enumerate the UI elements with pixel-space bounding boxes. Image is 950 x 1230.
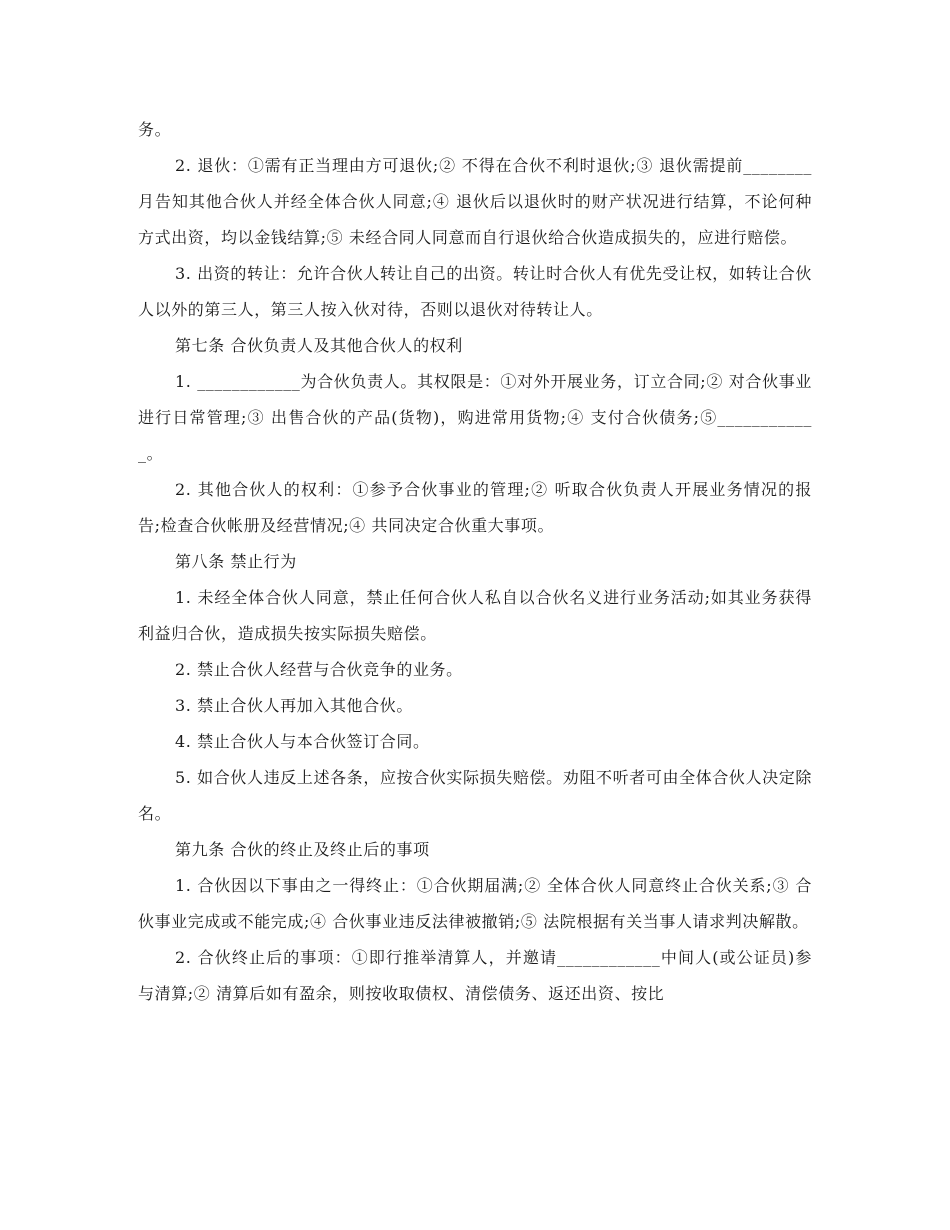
paragraph-withdrawal: 2. 退伙：①需有正当理由方可退伙;② 不得在合伙不利时退伙;③ 退伙需提前________月告知其他合伙人并经全体合伙人同意;④ 退伙后以退伙时的财产状况进行结算，不论何种方式出资，均以金钱结算;⑤ 未经合同人同意而自行退伙给合伙造成损失的，应进行赔偿。 — [138, 156, 812, 247]
paragraph-prohibition-1: 1. 未经全体合伙人同意，禁止任何合伙人私自以合伙名义进行业务活动;如其业务获得利益归合伙，造成损失按实际损失赔偿。 — [138, 588, 812, 643]
paragraph-prohibition-4: 4. 禁止合伙人与本合伙签订合同。 — [175, 732, 430, 751]
article-9-heading: 第九条 合伙的终止及终止后的事项 — [175, 840, 430, 859]
paragraph-responsible-partner: 1. ____________为合伙负责人。其权限是：①对外开展业务，订立合同;② 对合伙事业进行日常管理;③ 出售合伙的产品(货物)，购进常用货物;④ 支付合伙债务;⑤____________。 — [138, 372, 812, 463]
document-body — [138, 112, 812, 1012]
article-7-heading: 第七条 合伙负责人及其他合伙人的权利 — [175, 336, 463, 355]
paragraph-post-termination: 2. 合伙终止后的事项：①即行推举清算人，并邀请____________中间人(或公证员)参与清算;② 清算后如有盈余，则按收取债权、清偿债务、返还出资、按比 — [138, 948, 812, 1003]
paragraph-prohibition-5: 5. 如合伙人违反上述各条，应按合伙实际损失赔偿。劝阻不听者可由全体合伙人决定除名。 — [138, 768, 812, 823]
paragraph-termination-causes: 1. 合伙因以下事由之一得终止：①合伙期届满;② 全体合伙人同意终止合伙关系;③ 合伙事业完成或不能完成;④ 合伙事业违反法律被撤销;⑤ 法院根据有关当事人请求判决解散。 — [138, 876, 812, 931]
paragraph-prohibition-2: 2. 禁止合伙人经营与合伙竞争的业务。 — [175, 660, 463, 679]
paragraph-continuation: 务。 — [138, 120, 172, 139]
paragraph-capital-transfer: 3. 出资的转让：允许合伙人转让自己的出资。转让时合伙人有优先受让权，如转让合伙人以外的第三人，第三人按入伙对待，否则以退伙对待转让人。 — [138, 264, 812, 319]
paragraph-other-partner-rights: 2. 其他合伙人的权利：①参予合伙事业的管理;② 听取合伙负责人开展业务情况的报告;检查合伙帐册及经营情况;④ 共同决定合伙重大事项。 — [138, 480, 812, 535]
paragraph-prohibition-3: 3. 禁止合伙人再加入其他合伙。 — [175, 696, 413, 715]
article-8-heading: 第八条 禁止行为 — [175, 552, 297, 571]
